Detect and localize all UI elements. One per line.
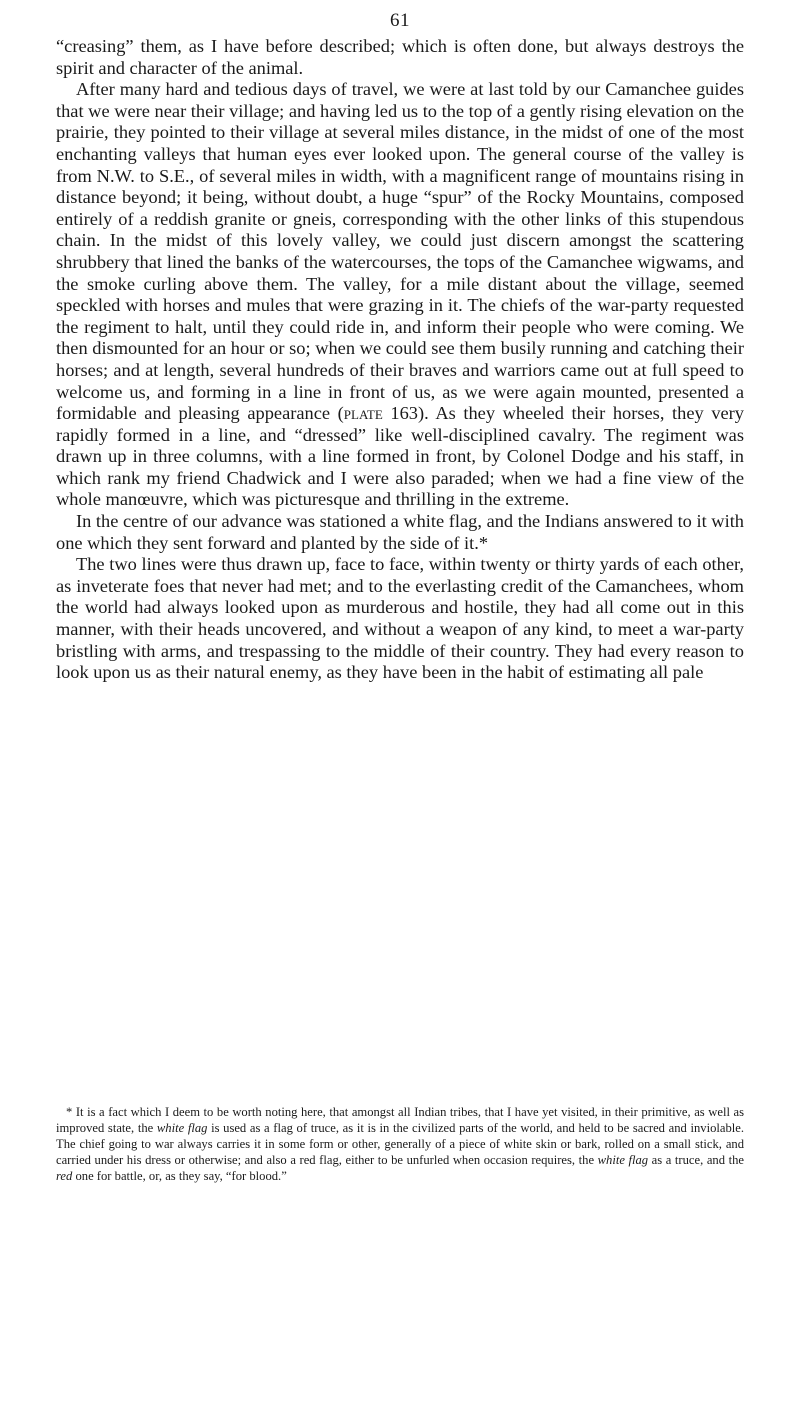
footnote-paragraph bbox=[56, 1104, 744, 1184]
paragraph-2-text-cont: ). As they wheeled their horses, they very rapidly formed in a line, and “dressed” like well-disciplined cavalry. The regiment was drawn up in three columns, with a line formed in front, by Colonel Dodge and his staff, in which rank my friend Chadwick and I were also paraded; when we had a fine view of the whole manœuvre, which was picturesque and thrilling in the extreme. bbox=[56, 403, 744, 510]
footnote-text-end: one for battle, or, as they say, “for blood.” bbox=[72, 1169, 287, 1183]
page-number: 61 bbox=[390, 10, 410, 31]
paragraph-4 bbox=[56, 554, 744, 684]
footnote-emphasis-white-flag: white flag bbox=[156, 1121, 208, 1135]
footnote-text-cont: is used as a flag of truce, as it is in the civilized parts of the world, and held to be sacred and inviolable. The chief going to war always carries it in some form or other, generally of a piece of white skin or bark, rolled on a small stick, and carried under his dress or otherwise; and also a red flag, either to be unfurled when occasion requires, the bbox=[56, 1121, 745, 1167]
paragraph-3 bbox=[56, 511, 744, 554]
paragraph-4-text: The two lines were thus drawn up, face to face, within twenty or thirty yards of each other, as inveterate foes that never had met; and to the everlasting credit of the Camanchees, whom the world had always looked upon as murderous and hostile, they had all come out in this manner, with their heads uncovered, and without a weapon of any kind, to meet a war-party bristling with arms, and trespassing to the middle of their country. They had every reason to look upon us as their natural enemy, as they have been in the habit of estimating all pale bbox=[56, 554, 744, 683]
paragraph-1-text: “creasing” them, as I have before described; which is often done, but always destroys the spirit and character of the animal. bbox=[56, 36, 744, 78]
footnote-emphasis-red: red bbox=[56, 1169, 73, 1183]
body-text bbox=[56, 36, 744, 684]
paragraph-3-text: In the centre of our advance was stationed a white flag, and the Indians answered to it with one which they sent forward and planted by the side of it.* bbox=[56, 511, 744, 553]
footnote-emphasis-white-flag-2: white flag bbox=[597, 1153, 649, 1167]
paragraph-1 bbox=[56, 36, 744, 79]
footnote bbox=[56, 1104, 744, 1184]
paragraph-2 bbox=[56, 79, 744, 511]
plate-reference: plate 163 bbox=[343, 403, 418, 424]
paragraph-2-text: After many hard and tedious days of travel, we were at last told by our Camanchee guides that we were near their village; and having led us to the top of a gently rising elevation on the prairie, they pointed to their village at several miles distance, in the midst of one of the most enchanting valleys that human eyes ever looked upon. The general course of the valley is from N.W. to S.E., of several miles in width, with a magnificent range of mountains rising in distance beyond; it being, without doubt, a huge “spur” of the Rocky Mountains, composed entirely of a reddish granite or gneis, corresponding with the other links of this stupendous chain. In the midst of this lovely valley, we could just discern amongst the scattering shrubbery that lined the banks of the watercourses, the tops of the Camanchee wigwams, and the smoke curling above them. The valley, for a mile distant about the village, seemed speckled with horses and mules that were grazing in it. The chiefs of the war-party requested the regiment to halt, until they could ride in, and inform their people who were coming. We then dismounted for an hour or so; when we could see them busily running and catching their horses; and at length, several hundreds of their braves and warriors came out at full speed to welcome us, and forming in a line in front of us, as we were again mounted, presented a formidable and pleasing appearance ( bbox=[56, 79, 744, 424]
footnote-text-cont-2: as a truce, and the bbox=[648, 1153, 744, 1167]
footnote-text: * It is a fact which I deem to be worth noting here, that amongst all Indian tribes, that I have yet visited, in their primitive, as well as improved state, the bbox=[56, 1105, 744, 1135]
